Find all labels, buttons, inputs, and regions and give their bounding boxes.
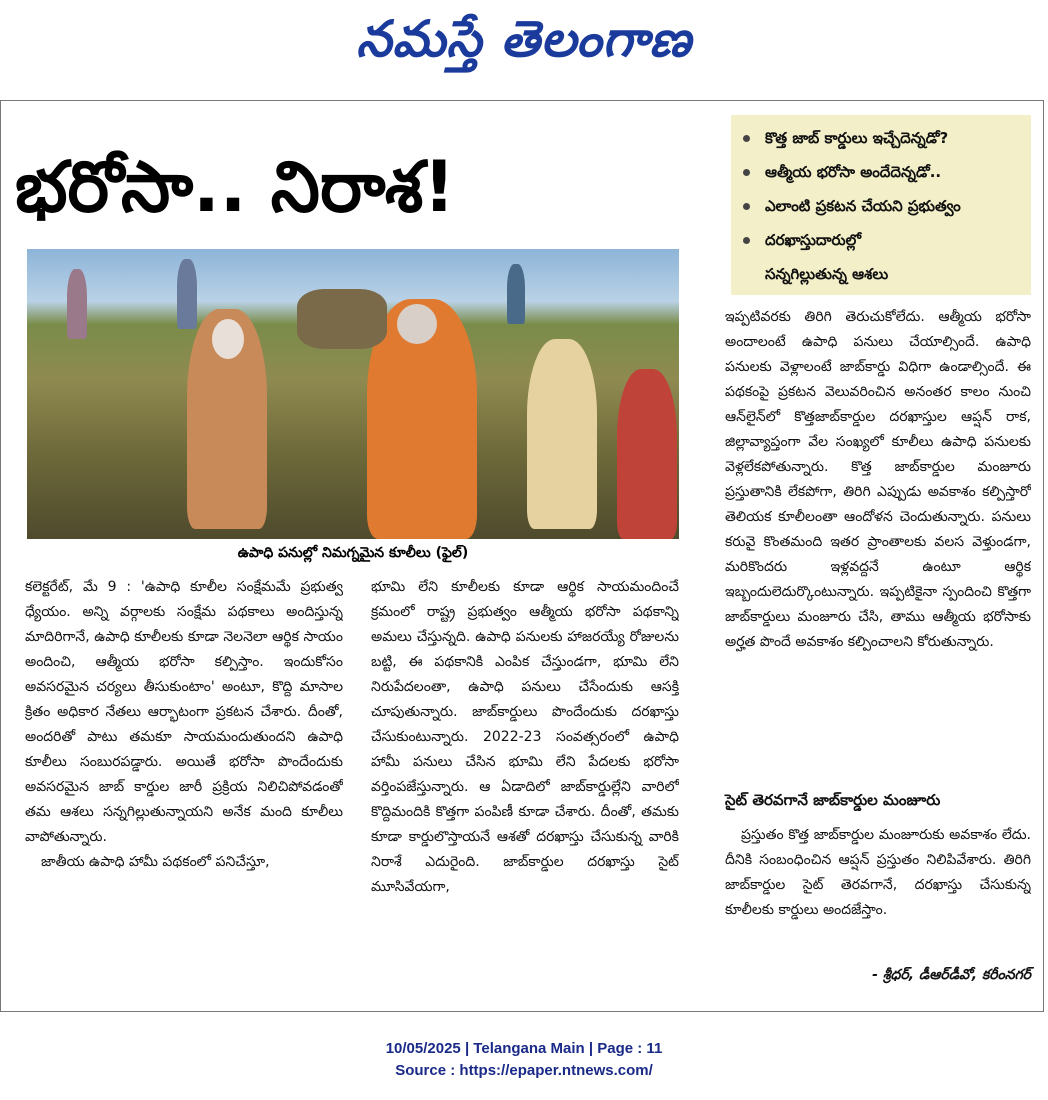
headline: భరోసా.. నిరాశ! xyxy=(15,146,456,228)
paragraph: ఇప్పటివరకు తిరిగి తెరుచుకోలేదు. ఆత్మీయ భరోసా అందాలంటే ఉపాధి పనులు చేయాల్సిందే. ఉపాధి పనులకు వెళ్లాలంటే జాబ్‌కార్డు విధిగా ఉండాల్సిందే. ఈ పథకంపై ప్రకటన వెలువరించిన అనంతర కాలం నుంచి ఆన్‌లైన్‌లో కొత్తజాబ్‌కార్డుల దరఖాస్తుల ఆప్షన్ రాక, జిల్లావ్యాప్తంగా వేల సంఖ్యలో కూలీలు ఉపాధి పనులకు వెళ్లలేకపోతున్నారు. కొత్త జాబ్‌కార్డుల మంజూరు ప్రస్తుతానికి లేకపోగా, తిరిగి ఎప్పుడు అవకాశం కల్పిస్తారో తెలియక కూలీలంతా ఆందోళన చెందుతున్నారు. పనులు కరువై కొంతమంది ఇతర ప్రాంతాలకు వలస వెళ్తుండగా, మరికొందరు ఇళ్లవద్దనే ఉంటూ ఆర్థిక ఇబ్బందులెదుర్కొంటున్నారు. ఇప్పటికైనా స్పందించి కొత్తగా జాబ్‌కార్డులు మంజూరు చేసి, తాము ఆత్మీయ భరోసాకు అర్హత పొందే అవకాశం కల్పించాలని కోరుతున్నారు. xyxy=(725,309,1031,650)
body-column-1 xyxy=(25,575,343,995)
article-clipping xyxy=(0,100,1044,1012)
paragraph: ప్రస్తుతం కొత్త జాబ్‌కార్డుల మంజూరుకు అవకాశం లేదు. దీనికి సంబంధించిన ఆప్షన్ ప్రస్తుతం నిలిపివేశారు. తిరిగి జాబ్‌కార్డుల సైట్ తెరవగానే, దరఖాస్తు చేసుకున్న కూలీలకు కార్డులు అందజేస్తాం. xyxy=(725,827,1031,918)
highlight-item: దరఖాస్తుదారుల్లో xyxy=(739,223,1031,257)
byline: - శ్రీధర్, డీఆర్‌డీవో, కరీంనగర్ xyxy=(872,967,1031,983)
body-column-3 xyxy=(725,305,1031,775)
bullet-icon xyxy=(743,203,750,210)
highlight-item: ఆత్మీయ భరోసా అందేదెన్నడో.. xyxy=(739,155,1031,189)
paragraph: జాతీయ ఉపాధి హామీ పథకంలో పనిచేస్తూ, xyxy=(41,854,270,870)
news-photo xyxy=(27,249,679,539)
edition-info: 10/05/2025 | Telangana Main | Page : 11 xyxy=(385,1040,663,1057)
body-column-2 xyxy=(371,575,679,995)
highlight-item: ఎలాంటి ప్రకటన చేయని ప్రభుత్వం xyxy=(739,189,1031,223)
highlight-item: కొత్త జాబ్ కార్డులు ఇచ్చేదెన్నడో? xyxy=(739,121,1031,155)
subheading: సైట్ తెరవగానే జాబ్‌కార్డుల మంజూరు xyxy=(725,791,941,809)
paragraph: కలెక్టరేట్, మే 9 : 'ఉపాధి కూలీల సంక్షేమమే ప్రభుత్వ ధ్యేయం. అన్ని వర్గాలకు సంక్షేమ పథకాలు అందిస్తున్న మాదిరిగానే, ఉపాధి కూలీలకు కూడా నెలనెలా ఆర్థిక సాయం అందించి, ఆత్మీయ భరోసా కల్పిస్తాం. ఇందుకోసం అవసరమైన చర్యలు తీసుకుంటాం' అంటూ, కొద్ది మాసాల క్రితం అధికార నేతలు ఆర్భాటంగా ప్రకటన చేశారు. దీంతో, అందరితో పాటు తమకూ సాయమందుతుందని ఉపాధి కూలీలు సంబురపడ్డారు. అయితే భరోసా పొందేందుకు అవసరమైన జాబ్ కార్డుల జారీ ప్రక్రియ నిలిచిపోవడంతో తమ ఆశలు సన్నగిల్లుతున్నాయని అనేక మంది కూలీలు వాపోతున్నారు. xyxy=(25,579,343,845)
paragraph: భూమి లేని కూలీలకు కూడా ఆర్థిక సాయమందించే క్రమంలో రాష్ట్ర ప్రభుత్వం ఆత్మీయ భరోసా పథకాన్ని అమలు చేస్తున్నది. ఉపాధి పనులకు హాజరయ్యే రోజులను బట్టి, ఈ పథకానికి ఎంపిక చేస్తుండగా, భూమి లేని నిరుపేదలంతా, ఉపాధి పనులు చేసేందుకు ఆసక్తి చూపుతున్నారు. జాబ్‌కార్డులు పొందేందుకు దరఖాస్తు చేసుకుంటున్నారు. 2022-23 సంవత్సరంలో ఉపాధి హామీ పనులు చేసిన భూమి లేని పేదలకు భరోసా వర్తింపజేస్తున్నారు. ఆ ఏడాదిలో జాబ్‌కార్డుల్లేని వారిలో కొద్దిమందికి కొత్తగా పంపిణీ కూడా చేశారు. దీంతో, తమకు కూడా కార్డులొస్తాయనే ఆశతో దరఖాస్తు చేసుకున్న వారికి నిరాశే ఎదురైంది. జాబ్‌కార్డుల దరఖాస్తు సైట్ మూసివేయగా, xyxy=(371,579,679,895)
bullet-icon xyxy=(743,135,750,142)
highlight-continuation: సన్నగిల్లుతున్న ఆశలు xyxy=(765,265,889,283)
masthead xyxy=(0,0,1048,100)
bullet-icon xyxy=(743,169,750,176)
highlights-box xyxy=(731,115,1031,295)
photo-caption: ఉపాధి పనుల్లో నిమగ్నమైన కూలీలు (ఫైల్) xyxy=(237,545,469,561)
body-column-4 xyxy=(725,823,1031,943)
newspaper-logo: నమస్తే తెలంగాణ xyxy=(356,10,692,68)
bullet-icon xyxy=(743,237,750,244)
source-link[interactable]: Source : https://epaper.ntnews.com/ xyxy=(395,1062,653,1079)
source-footer xyxy=(0,1038,1048,1082)
